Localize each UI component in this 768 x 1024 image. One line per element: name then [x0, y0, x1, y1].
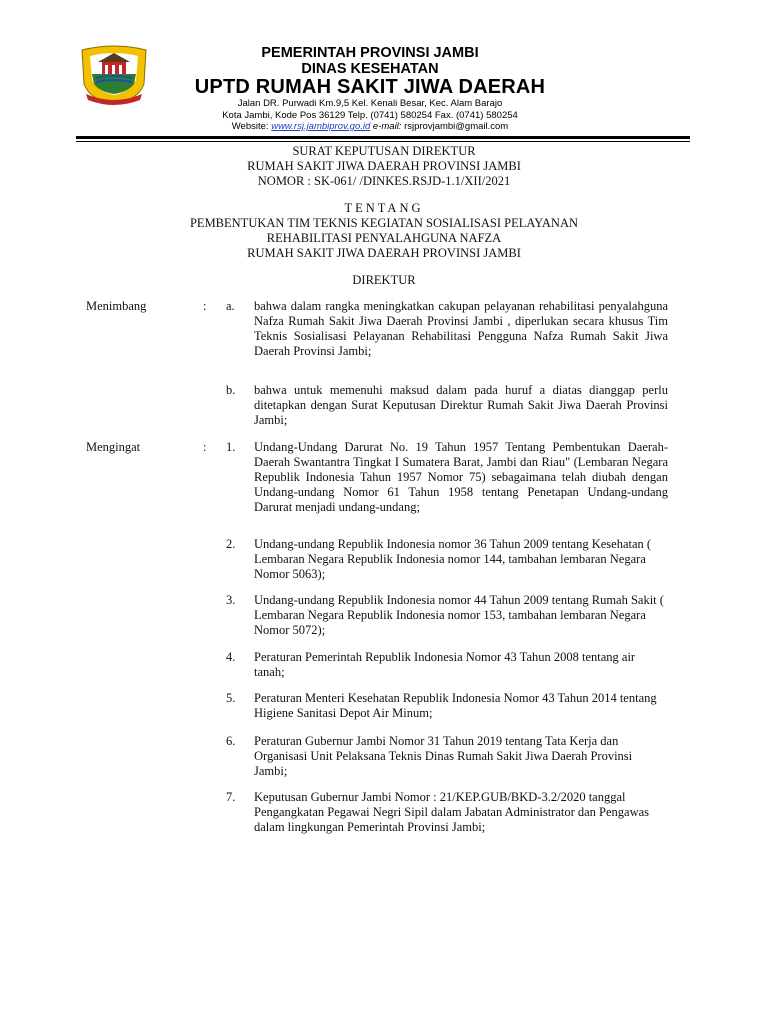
mengingat-marker-5: 5. — [226, 691, 236, 705]
mengingat-colon: : — [203, 440, 207, 454]
mengingat-item-5: Peraturan Menteri Kesehatan Republik Indonesia Nomor 43 Tahun 2014 tentang Higiene Sanitasi Depot Air Minum; — [254, 691, 657, 720]
letterhead-address-1: Jalan DR. Purwadi Km.9,5 Kel. Kenali Besar, Kec. Alam Barajo — [237, 98, 503, 109]
mengingat-marker-3: 3. — [226, 593, 236, 607]
menimbang-marker-a: a. — [226, 299, 235, 313]
email-address: rsjprovjambi@gmail.com — [404, 121, 509, 132]
mengingat-marker-7: 7. — [226, 790, 236, 804]
mengingat-item-4: Peraturan Pemerintah Republik Indonesia Nomor 43 Tahun 2008 tentang air tanah; — [254, 650, 636, 679]
letterhead-divider-thick — [76, 136, 690, 139]
mengingat-item-3: Undang-undang Republik Indonesia nomor 44 Tahun 2009 tentang Rumah Sakit ( Lembaran Negara Republik Indonesia nomor 153, tambahan lembaran Negara Nomor 5072); — [254, 593, 664, 637]
letterhead-government: PEMERINTAH PROVINSI JAMBI — [261, 45, 479, 61]
menimbang-colon: : — [203, 299, 207, 313]
subject-line-2: REHABILITASI PENYALAHGUNA NAFZA — [266, 231, 502, 245]
menimbang-item-b: bahwa untuk memenuhi maksud dalam pada huruf a diatas dianggap perlu ditetapkan dengan Surat Keputusan Direktur Rumah Sakit Jiwa Daerah Provinsi Jambi; — [254, 383, 668, 427]
mengingat-marker-4: 4. — [226, 650, 236, 664]
decree-issuer: RUMAH SAKIT JIWA DAERAH PROVINSI JAMBI — [247, 159, 521, 173]
letterhead-address-2: Kota Jambi, Kode Pos 36129 Telp. (0741) 580254 Fax. (0741) 580254 — [222, 110, 518, 121]
tentang-heading: TENTANG — [344, 201, 424, 215]
mengingat-item-1: Undang-Undang Darurat No. 19 Tahun 1957 Tentang Pembentukan Daerah-Daerah Swantantra Tingkat I Sumatera Barat, Jambi dan Riau" (Lembaran Negara Republik Indonesia Tahun 1957 Nomor 75) sebagaimana telah diubah dengan Undang-undang Nomor 61 Tahun 1958 tentang Penetapan Undang-undang Darurat menjadi undang-undang; — [254, 440, 668, 514]
website-link[interactable]: www.rsj.jambiprov.go.id — [271, 121, 371, 132]
mengingat-marker-1: 1. — [226, 440, 236, 454]
mengingat-item-6: Peraturan Gubernur Jambi Nomor 31 Tahun 2019 tentang Tata Kerja dan Organisasi Unit Pelaksana Teknis Dinas Rumah Sakit Jiwa Daerah Provinsi Jambi; — [254, 734, 633, 778]
letterhead-contact — [170, 121, 570, 132]
letterhead-divider-thin — [76, 141, 690, 142]
subject-line-1: PEMBENTUKAN TIM TEKNIS KEGIATAN SOSIALISASI PELAYANAN — [189, 216, 579, 230]
jambi-province-emblem-icon — [78, 44, 150, 106]
mengingat-marker-2: 2. — [226, 537, 236, 551]
email-label: e-mail: — [372, 121, 402, 132]
mengingat-marker-6: 6. — [226, 734, 236, 748]
decree-number: NOMOR : SK-061/ /DINKES.RSJD-1.1/XII/2021 — [257, 174, 511, 188]
subject-line-3: RUMAH SAKIT JIWA DAERAH PROVINSI JAMBI — [247, 246, 521, 260]
letterhead-department: DINAS KESEHATAN — [301, 61, 439, 77]
menimbang-item-a: bahwa dalam rangka meningkatkan cakupan pelayanan rehabilitasi penyalahguna Nafza Rumah Sakit Jiwa Daerah Provinsi Jambi , diperlukan secara khusus Tim Teknis Sosialisasi Pelayanan Rehabilitasi Pengguna Nafza Rumah Sakit Jiwa Daerah Provinsi Jambi; — [254, 299, 668, 358]
mengingat-label: Mengingat — [86, 440, 141, 454]
website-label: Website: — [231, 121, 269, 132]
menimbang-label: Menimbang — [86, 299, 147, 313]
mengingat-item-7: Keputusan Gubernur Jambi Nomor : 21/KEP.GUB/BKD-3.2/2020 tanggal Pengangkatan Pegawai Negri Sipil dalam Jabatan Administrator dan Pengawas dalam lingkungan Pemerintah Provinsi Jambi; — [254, 790, 650, 834]
menimbang-marker-b: b. — [226, 383, 236, 397]
decree-title: SURAT KEPUTUSAN DIREKTUR — [292, 144, 476, 158]
letterhead-institution: UPTD RUMAH SAKIT JIWA DAERAH — [194, 76, 546, 98]
direktur-heading: DIREKTUR — [352, 273, 416, 287]
mengingat-item-2: Undang-undang Republik Indonesia nomor 36 Tahun 2009 tentang Kesehatan ( Lembaran Negara Republik Indonesia nomor 144, tambahan lembaran Negara Nomor 5063); — [254, 537, 652, 581]
